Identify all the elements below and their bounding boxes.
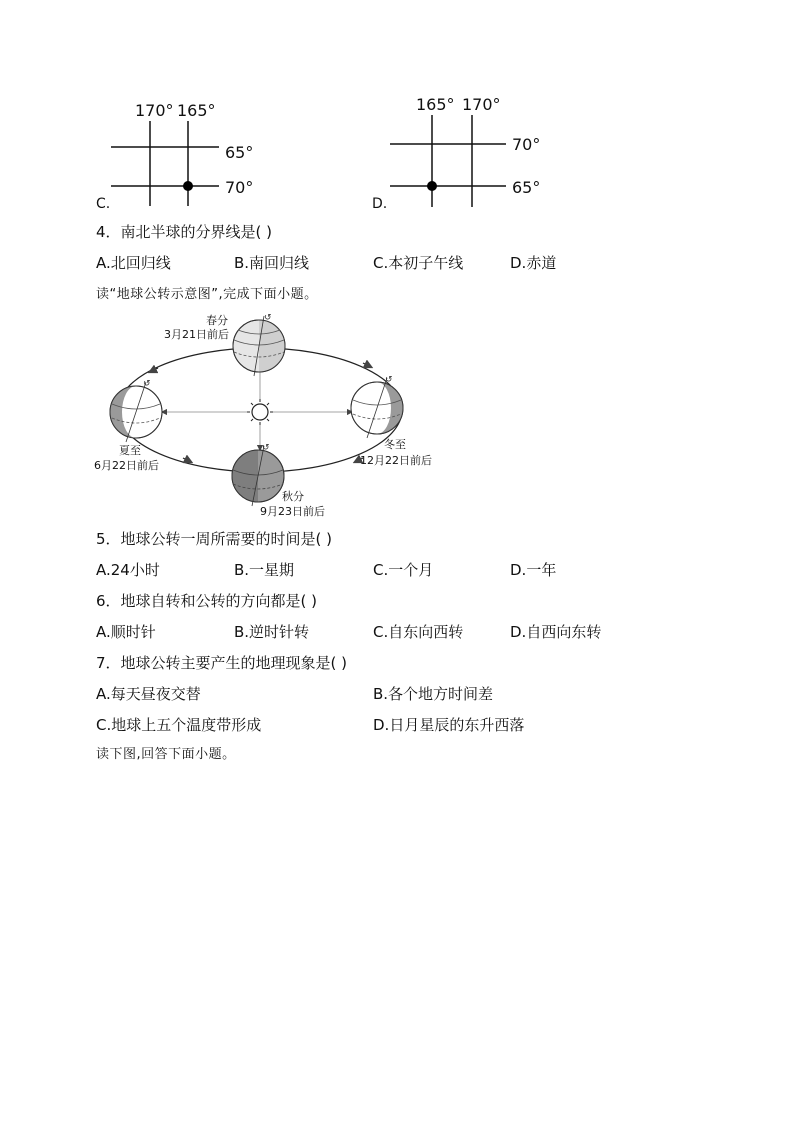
winter-name: 冬至 — [384, 438, 406, 451]
svg-text:↺: ↺ — [385, 375, 393, 385]
grid-c-lat-bottom: 70° — [225, 178, 254, 197]
grid-d-lat-bottom: 65° — [512, 178, 541, 197]
grid-d-option-label: D. — [372, 196, 388, 212]
svg-text:↺: ↺ — [262, 443, 270, 453]
grid-d-point — [427, 181, 437, 191]
orbit-arrow-ne — [363, 363, 369, 366]
grid-d-lon-right: 170° — [462, 95, 501, 114]
earth-summer-icon — [110, 379, 162, 442]
summer-name: 夏至 — [119, 444, 141, 457]
question-4-option-a[interactable]: A.北回归线 — [96, 254, 171, 272]
autumn-name: 秋分 — [282, 490, 304, 503]
question-5-option-b[interactable]: B.一星期 — [234, 561, 295, 579]
grid-d-lon-left: 165° — [416, 95, 455, 114]
question-7-option-d[interactable]: D.日月星辰的东升西落 — [373, 716, 525, 734]
question-6-option-c[interactable]: C.自东向西转 — [373, 623, 464, 641]
grid-c-lon-left: 170° — [135, 101, 174, 120]
spring-date: 3月21日前后 — [164, 328, 229, 341]
next-intro-text: 读下图,回答下面小题。 — [96, 747, 236, 762]
svg-text:↺: ↺ — [264, 313, 272, 323]
summer-date: 6月22日前后 — [94, 459, 159, 472]
grid-c-option-label: C. — [96, 196, 111, 212]
grid-diagram-d — [380, 90, 550, 212]
question-7-option-b[interactable]: B.各个地方时间差 — [373, 685, 494, 703]
svg-text:↺: ↺ — [143, 379, 151, 389]
question-7-option-c[interactable]: C.地球上五个温度带形成 — [96, 716, 262, 734]
question-6-option-d[interactable]: D.自西向东转 — [510, 623, 602, 641]
question-6-option-b[interactable]: B.逆时针转 — [234, 623, 310, 641]
earth-spring-icon — [233, 313, 285, 376]
grid-c-lat-top: 65° — [225, 143, 254, 162]
autumn-date: 9月23日前后 — [260, 505, 325, 518]
question-4-option-c[interactable]: C.本初子午线 — [373, 254, 464, 272]
grid-c-lon-right: 165° — [177, 101, 216, 120]
question-6-option-a[interactable]: A.顺时针 — [96, 623, 156, 641]
sun-icon — [247, 399, 273, 425]
grid-c-point — [183, 181, 193, 191]
grid-d-lat-top: 70° — [512, 135, 541, 154]
earth-orbit-diagram — [88, 308, 448, 523]
question-5-option-c[interactable]: C.一个月 — [373, 561, 434, 579]
question-4-option-b[interactable]: B.南回归线 — [234, 254, 310, 272]
question-5-option-d[interactable]: D.一年 — [510, 561, 557, 579]
orbit-intro-text: 读“地球公转示意图”,完成下面小题。 — [96, 287, 318, 302]
question-4-option-d[interactable]: D.赤道 — [510, 254, 557, 272]
question-7-stem: 7．地球公转主要产生的地理现象是( ) — [96, 654, 348, 672]
question-4-stem: 4．南北半球的分界线是( ) — [96, 223, 273, 241]
earth-autumn-icon — [232, 443, 284, 506]
question-6-stem: 6．地球自转和公转的方向都是( ) — [96, 592, 318, 610]
orbit-arrow-sw — [183, 458, 189, 461]
question-5-option-a[interactable]: A.24小时 — [96, 561, 160, 579]
spring-name: 春分 — [206, 314, 228, 327]
question-7-option-a[interactable]: A.每天昼夜交替 — [96, 685, 201, 703]
grid-diagram-c — [95, 96, 265, 212]
question-5-stem: 5．地球公转一周所需要的时间是( ) — [96, 530, 333, 548]
winter-date: 12月22日前后 — [360, 454, 432, 467]
